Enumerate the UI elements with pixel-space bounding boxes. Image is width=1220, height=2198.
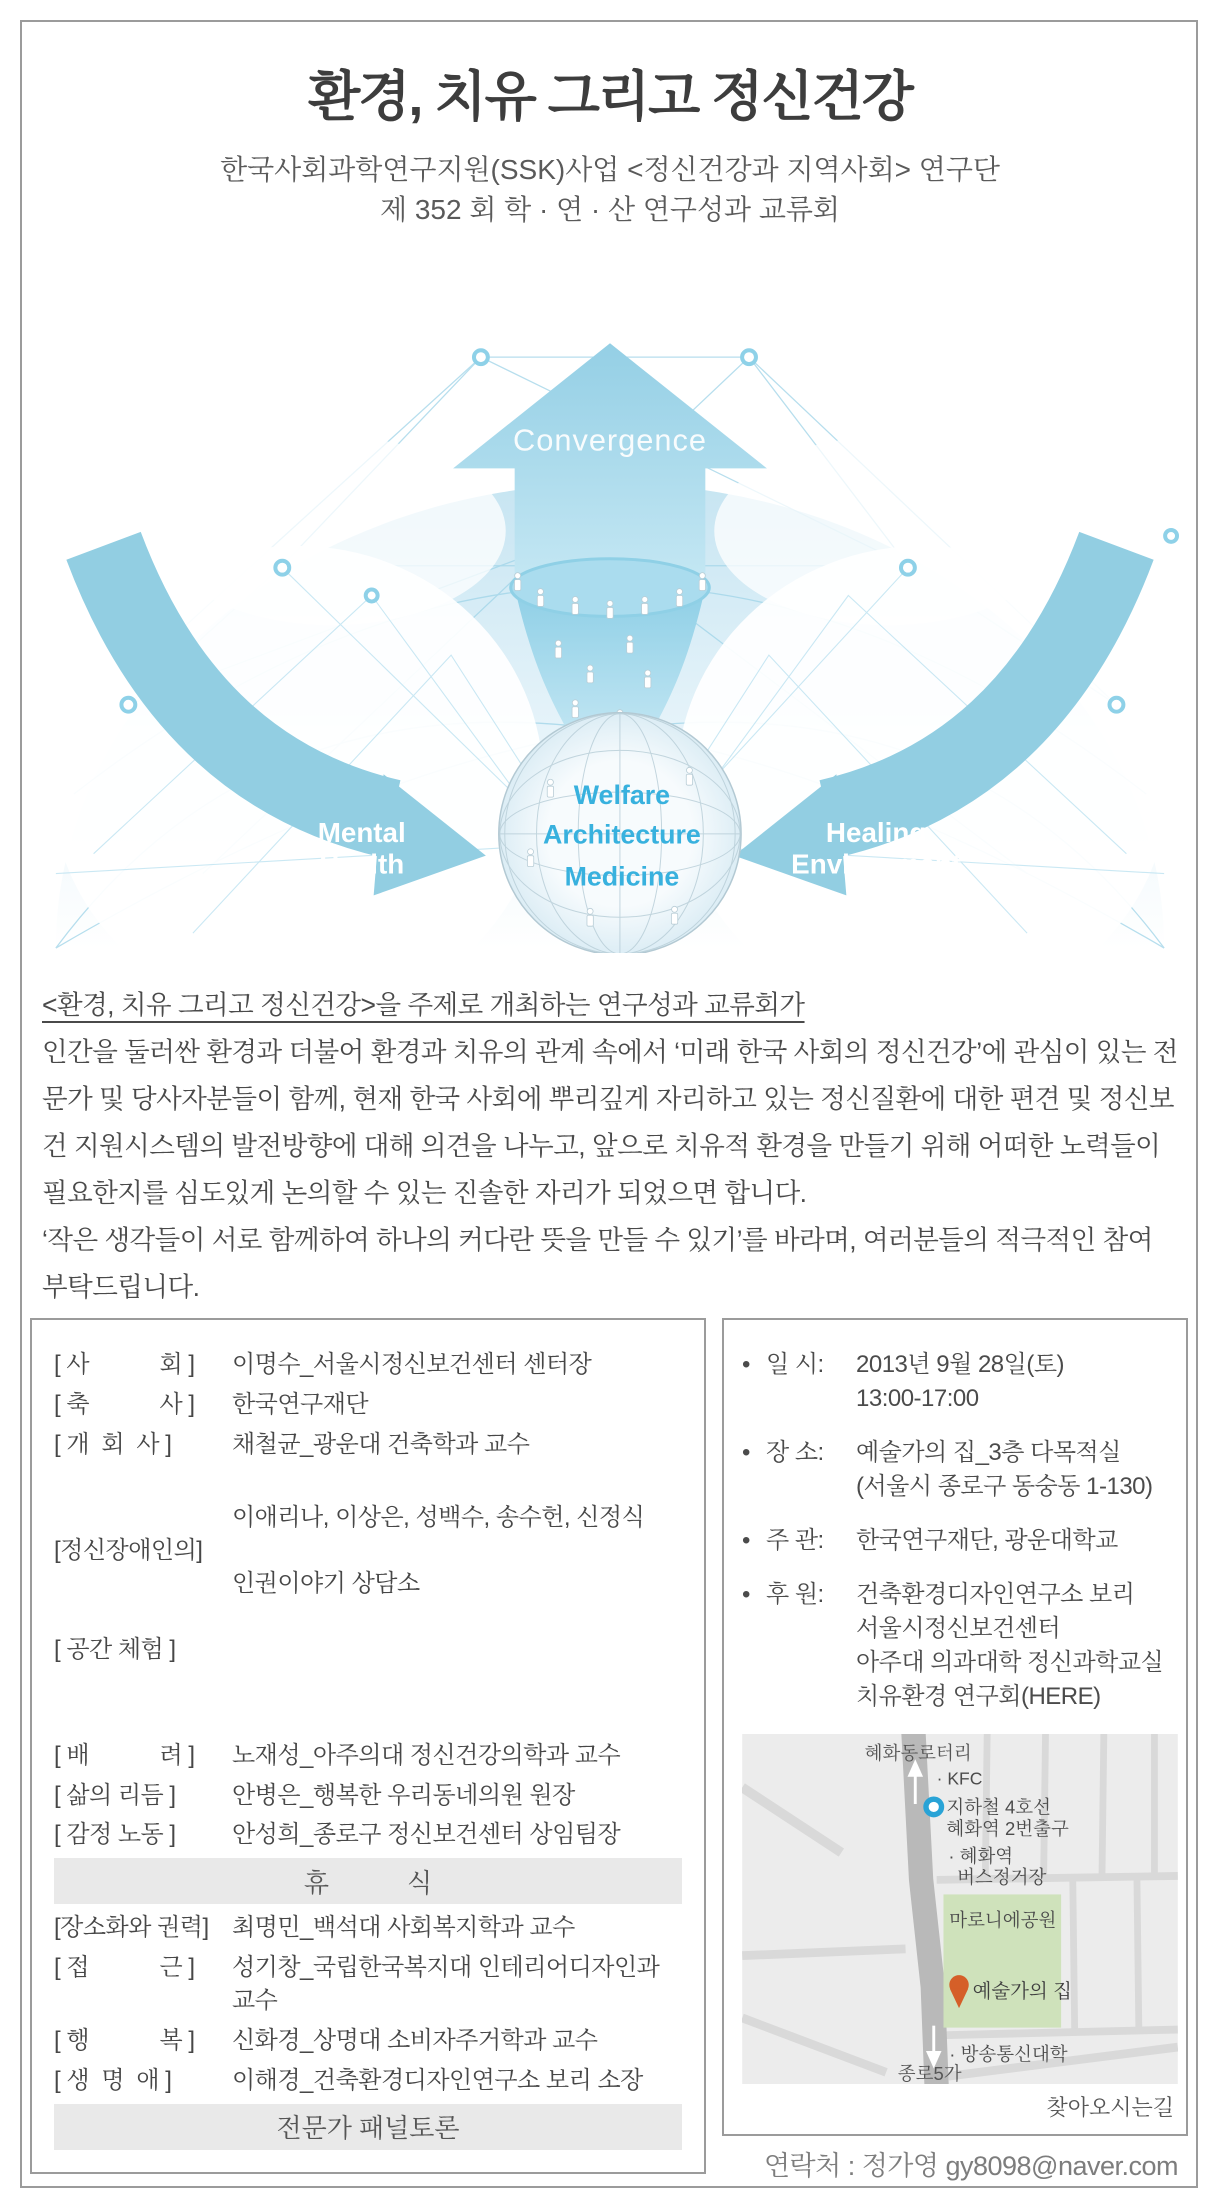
location-map: [742, 1734, 1178, 2084]
info-item-location: [742, 1436, 1178, 1504]
convergence-label: Convergence: [513, 422, 707, 458]
program-row: [54, 1779, 682, 1812]
intro-lead: <환경, 치유 그리고 정신건강>을 주제로 개최하는 연구성과 교류회가: [42, 990, 805, 1020]
program-label: [ 삶의 리듬 ]: [54, 1781, 176, 1809]
globe-label-welfare: Welfare: [573, 780, 671, 811]
info-item-datetime: [742, 1348, 1178, 1416]
map-label-venue: 예술가의 집: [972, 1980, 1072, 2003]
program-value: 안병은_행복한 우리동네의원 원장: [232, 1781, 575, 1809]
info-value: 건축환경디자인연구소 보리: [856, 1581, 1135, 1608]
info-value: (서울시 종로구 동숭동 1-130): [856, 1473, 1153, 1500]
globe-label-medicine: Medicine: [564, 861, 680, 892]
program-row: [54, 1818, 682, 1851]
program-panel: [30, 1318, 706, 2174]
program-row: [54, 2024, 682, 2057]
program-row: [54, 1348, 682, 1381]
hero-illustration: [30, 238, 1190, 953]
bullet-icon: •: [742, 1351, 750, 1378]
program-label: [정신장애인의]: [54, 1536, 203, 1564]
info-value: 치유환경 연구회(HERE): [856, 1683, 1101, 1710]
program-label: [ 배 려 ]: [54, 1741, 195, 1769]
subtitle-session: 제 352 회 학 · 연 · 산 연구성과 교류회: [380, 194, 840, 225]
program-label: [ 공간 체험 ]: [54, 1635, 176, 1663]
info-item-organizer: [742, 1524, 1178, 1558]
info-label: 일 시:: [766, 1351, 824, 1378]
program-value: 안성희_종로구 정신보건센터 상임팀장: [232, 1821, 621, 1849]
map-label-park: 마로니에공원: [949, 1909, 1057, 1931]
mental-label-1: Mental: [317, 816, 406, 848]
intro-section: [42, 982, 1180, 1311]
subtitle-organization: 한국사회과학연구지원(SSK)사업 <정신건강과 지역사회> 연구단: [220, 154, 1000, 185]
program-row: [54, 1739, 682, 1772]
map-label-bus-2: 버스정거장: [957, 1866, 1047, 1888]
program-label: [ 접 근 ]: [54, 1954, 195, 1982]
intro-paragraph-2: ‘작은 생각들이 서로 함께하여 하나의 커다란 뜻을 만들 수 있기’를 바라며, 여러분들의 적극적인 참여 부탁드립니다.: [42, 1225, 1153, 1302]
program-value: 최명민_백석대 사회복지학과 교수: [232, 1914, 575, 1942]
map-label-univ: · 방송통신대학: [949, 2043, 1068, 2065]
subway-marker-icon: [926, 1799, 942, 1815]
map-label-jongno: 종로5가: [897, 2063, 962, 2084]
map-caption: 찾아오시는길: [1046, 2095, 1174, 2120]
intro-paragraph-1: 인간을 둘러싼 환경과 더불어 환경과 치유의 관계 속에서 ‘미래 한국 사회의 정신건강’에 관심이 있는 전문가 및 당사자분들이 함께, 현재 한국 사회에 뿌리깊게 자리하고 있는 정신질환에 대한 편견 및 정신보건 지원시스템의 발전방향에 대해 의견을 나누고, 앞으로 치유적 환경을 만들기 위해 어떠한 노력들이 필요한지를 심도있게 논의할 수 있는 진솔한 자리가 되었으면 합니다.: [42, 1037, 1178, 1208]
info-item-sponsor: [742, 1578, 1178, 1714]
program-label: [ 생 명 애 ]: [54, 2066, 172, 2094]
bullet-icon: •: [742, 1439, 750, 1466]
program-value: 인권이야기 상담소: [232, 1569, 420, 1597]
healing-label-1: Healing: [825, 816, 927, 848]
info-label: 후 원:: [766, 1581, 824, 1608]
program-value: 이애리나, 이상은, 성백수, 송수헌, 신정식: [232, 1503, 645, 1531]
info-value: 아주대 의과대학 정신과학교실: [856, 1649, 1164, 1676]
program-value: 신화경_상명대 소비자주거학과 교수: [232, 2027, 598, 2055]
program-label: [ 감정 노동 ]: [54, 1821, 176, 1849]
program-row: [54, 1911, 682, 1944]
info-value: 서울시정신보건센터: [856, 1615, 1061, 1642]
program-label: [장소화와 권력]: [54, 1914, 209, 1942]
program-value: 노재성_아주의대 정신건강의학과 교수: [232, 1741, 621, 1769]
healing-label-2: Environment: [791, 848, 962, 880]
program-label: [ 사 회 ]: [54, 1351, 195, 1378]
program-row: [54, 2064, 682, 2097]
map-label-rotary: 혜화동로터리: [864, 1742, 972, 1764]
bullet-icon: •: [742, 1527, 750, 1554]
info-value: 2013년 9월 28일(토): [856, 1351, 1064, 1378]
program-label: [ 개 회 사 ]: [54, 1430, 172, 1458]
contact-line: 연락처 : 정가영 gy8098@naver.com: [763, 2151, 1178, 2181]
info-label: 주 관:: [766, 1527, 824, 1554]
map-label-kfc: · KFC: [936, 1768, 983, 1789]
program-row: [54, 1951, 682, 2017]
globe-label-architecture: Architecture: [542, 819, 701, 850]
white-cloud-left: [158, 437, 506, 626]
panel-discussion-bar: 전문가 패널토론: [54, 2104, 682, 2150]
map-label-subway-2: 혜화역 2번출구: [946, 1818, 1069, 1840]
program-row: [54, 1428, 682, 1461]
map-label-subway-1: 지하철 4호선: [946, 1796, 1051, 1818]
info-value: 예술가의 집_3층 다목적실: [856, 1439, 1121, 1466]
program-row: [54, 1388, 682, 1421]
break-bar: 휴 식: [54, 1858, 682, 1904]
event-info-panel: [722, 1318, 1188, 2136]
info-value: 13:00-17:00: [856, 1385, 979, 1412]
info-value: 한국연구재단, 광운대학교: [856, 1527, 1118, 1554]
white-cloud-right: [714, 437, 1062, 626]
program-value: 성기창_국립한국복지대 인테리어디자인과 교수: [232, 1954, 660, 2015]
program-row: [54, 1468, 682, 1732]
info-label: 장 소:: [766, 1439, 824, 1466]
map-label-bus-1: · 혜화역: [948, 1845, 1014, 1867]
program-label: [ 축 사 ]: [54, 1390, 195, 1418]
page-title: 환경, 치유 그리고 정신건강: [308, 67, 912, 127]
program-label: [ 행 복 ]: [54, 2027, 195, 2055]
mental-label-2: Health: [319, 848, 405, 880]
program-value: 채철균_광운대 건축학과 교수: [232, 1430, 530, 1458]
bullet-icon: •: [742, 1581, 750, 1608]
program-value: 이해경_건축환경디자인연구소 보리 소장: [232, 2066, 643, 2094]
program-value: 이명수_서울시정신보건센터 센터장: [232, 1351, 592, 1378]
program-value: 한국연구재단: [232, 1390, 369, 1418]
